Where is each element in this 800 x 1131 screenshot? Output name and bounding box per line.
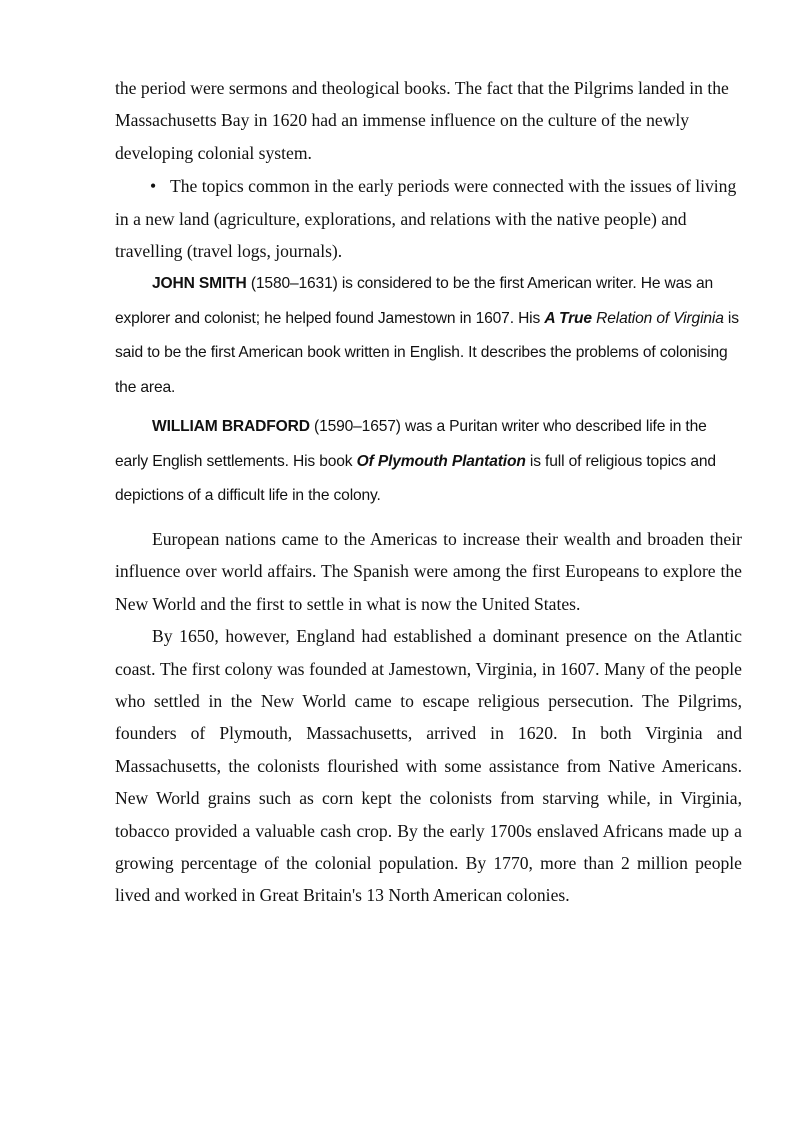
bradford-text-b: is full of religious topics and depictions of a difficult life in the colony. [115, 452, 716, 505]
smith-text-b: is said to be the first American book written in English. It describes the problems of colonising the area. [115, 309, 739, 396]
smith-text-a: (1580–1631) is considered to be the first American writer. He was an explorer and colonist; he helped found Jamestown in 1607. His [115, 275, 714, 327]
bullet-item-topics [115, 170, 742, 267]
paragraph-england-1650: By 1650, however, England had established a dominant presence on the Atlantic coast. The first colony was founded at Jamestown, Virginia, in 1607. Many of the people who settled in the New World came to escape religious persecution. The Pilgrims, founders of Plymouth, Massachusetts, arrived in 1620. In both Virginia and Massachusetts, the colonists flourished with some assistance from Native Americans. New World grains such as corn kept the colonists from starving while, in Virginia, tobacco provided a valuable cash crop. By the early 1700s enslaved Africans made up a growing percentage of the colonial population. By 1770, more than 2 million people lived and worked in Great Britain's 13 North American colonies. [115, 626, 742, 906]
document-page [115, 72, 742, 912]
bradford-text-a: (1590–1657) was a Puritan writer who described life in the early English settlements. His book [115, 418, 707, 470]
smith-book-title-part1: A True [544, 309, 592, 327]
author-name-john-smith: JOHN SMITH [152, 275, 247, 293]
paragraph-intro: the period were sermons and theological books. The fact that the Pilgrims landed in the Massachusetts Bay in 1620 had an immense influence on the culture of the newly developing colonial system. [115, 78, 729, 163]
bradford-book-title: Of Plymouth Plantation [356, 452, 526, 470]
bullet-dot: • [150, 176, 157, 197]
smith-book-title-part2: Relation of Virginia [591, 309, 724, 327]
author-name-william-bradford: WILLIAM BRADFORD [152, 418, 310, 436]
bullet-text: The topics common in the early periods were connected with the issues of living in a new land (agriculture, explorations, and relations with the native people) and travelling (travel logs, journals). [115, 176, 737, 262]
paragraph-william-bradford [115, 410, 742, 514]
paragraph-john-smith [115, 267, 742, 405]
paragraph-european-nations: European nations came to the Americas to increase their wealth and broaden their influence over world affairs. The Spanish were among the first Europeans to explore the New World and the first to settle in what is now the United States. [115, 528, 742, 614]
